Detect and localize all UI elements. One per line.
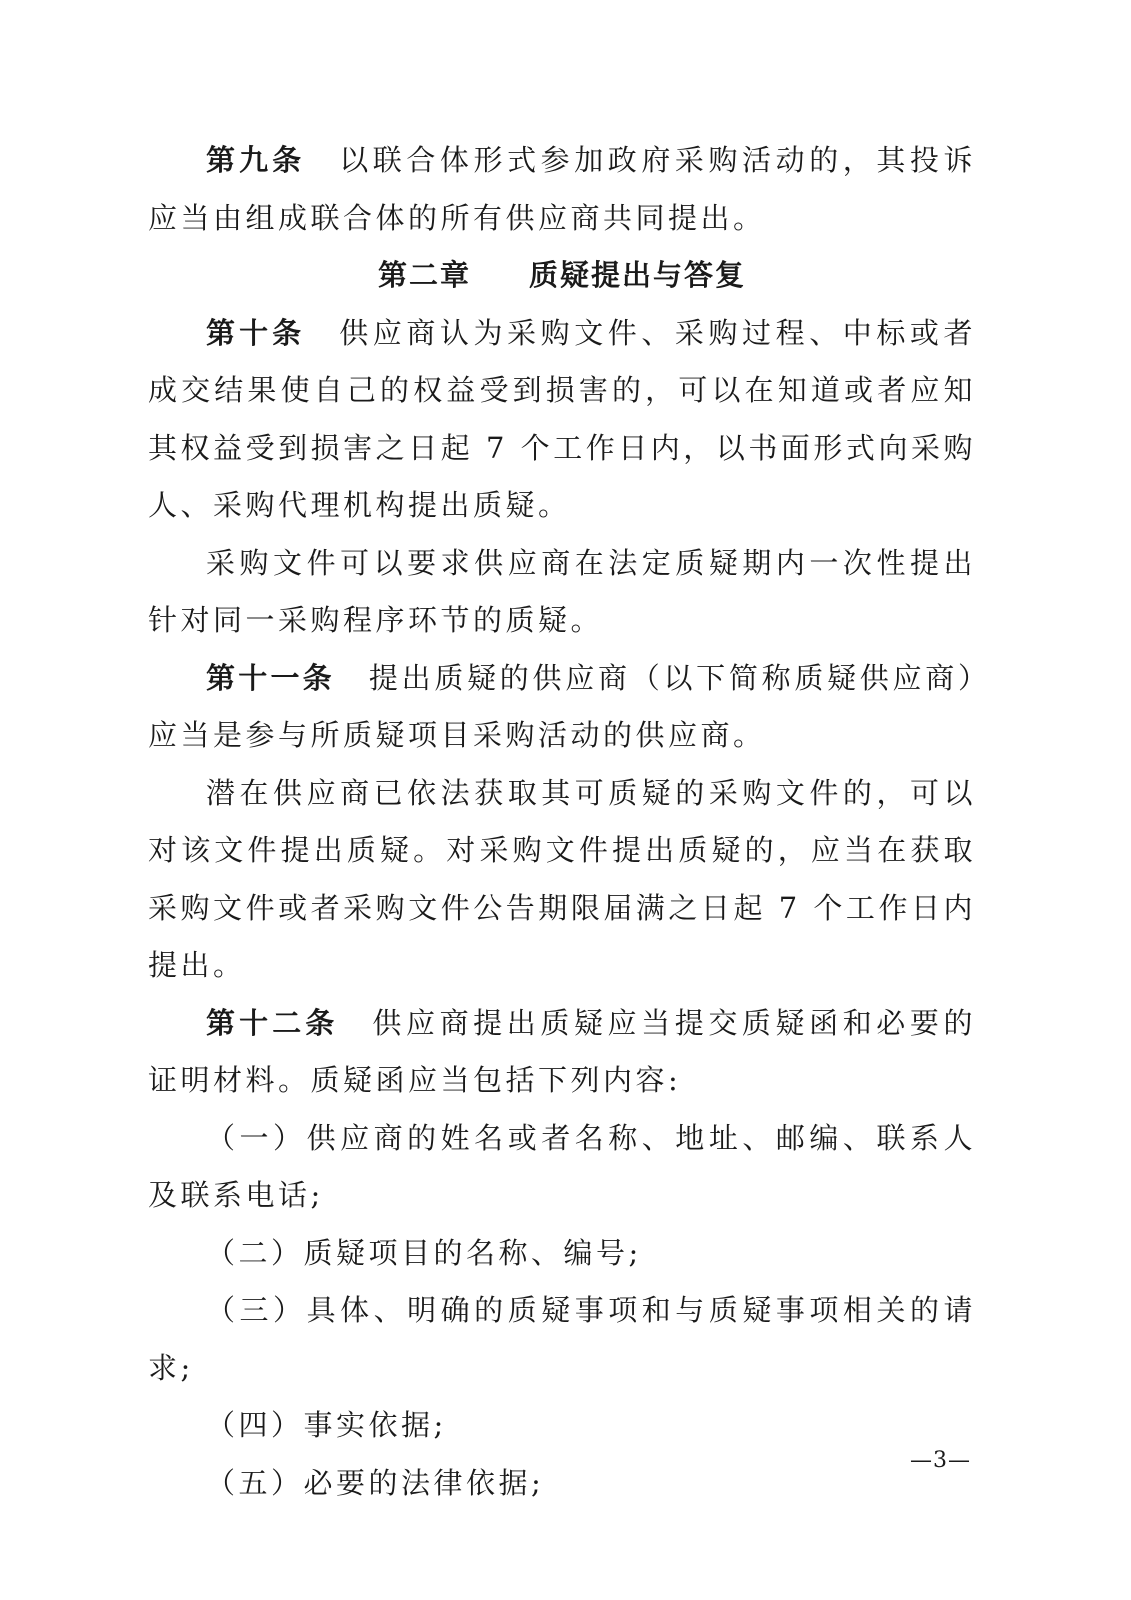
article-11-label: 第十一条 [206, 660, 335, 695]
article-9-text: 以联合体形式参加政府采购活动的，其投诉应当由组成联合体的所有供应商共同提出。 [148, 143, 976, 235]
chapter-heading [148, 247, 976, 305]
article-9 [148, 132, 976, 247]
article-11-text: 提出质疑的供应商（以下简称质疑供应商）应当是参与所质疑项目采购活动的供应商。 [148, 660, 976, 752]
article-10-label: 第十条 [206, 315, 306, 350]
article-10-text: 供应商认为采购文件、采购过程、中标或者成交结果使自己的权益受到损害的，可以在知道或者应知其权益受到损害之日起 7 个工作日内，以书面形式向采购人、采购代理机构提出质疑。 [148, 315, 976, 522]
article-12 [148, 995, 976, 1110]
article-10-paragraph-2: 采购文件可以要求供应商在法定质疑期内一次性提出针对同一采购程序环节的质疑。 [148, 545, 976, 637]
article-12-item-1: （一）供应商的姓名或者名称、地址、邮编、联系人及联系电话; [148, 1120, 976, 1212]
article-12-item-4: （四）事实依据; [206, 1408, 447, 1442]
article-12-item-2: （二）质疑项目的名称、编号; [206, 1235, 642, 1270]
article-9-label: 第九条 [206, 143, 306, 177]
article-11-paragraph-2: 潜在供应商已依法获取其可质疑的采购文件的，可以对该文件提出质疑。对采购文件提出质疑的，应当在获取采购文件或者采购文件公告期限届满之日起 7 个工作日内提出。 [148, 775, 976, 982]
page-number: —3— [910, 1448, 971, 1473]
chapter-label: 第二章 [377, 258, 471, 292]
chapter-title: 质疑提出与答复 [529, 258, 747, 292]
article-12-text: 供应商提出质疑应当提交质疑函和必要的证明材料。质疑函应当包括下列内容: [148, 1005, 976, 1097]
article-12-item-5: （五）必要的法律依据; [206, 1465, 545, 1500]
article-11 [148, 650, 976, 765]
document-page [148, 132, 976, 1512]
article-12-item-3: （三）具体、明确的质疑事项和与质疑事项相关的请求; [148, 1293, 976, 1385]
article-10 [148, 305, 976, 535]
article-12-label: 第十二条 [206, 1005, 339, 1040]
